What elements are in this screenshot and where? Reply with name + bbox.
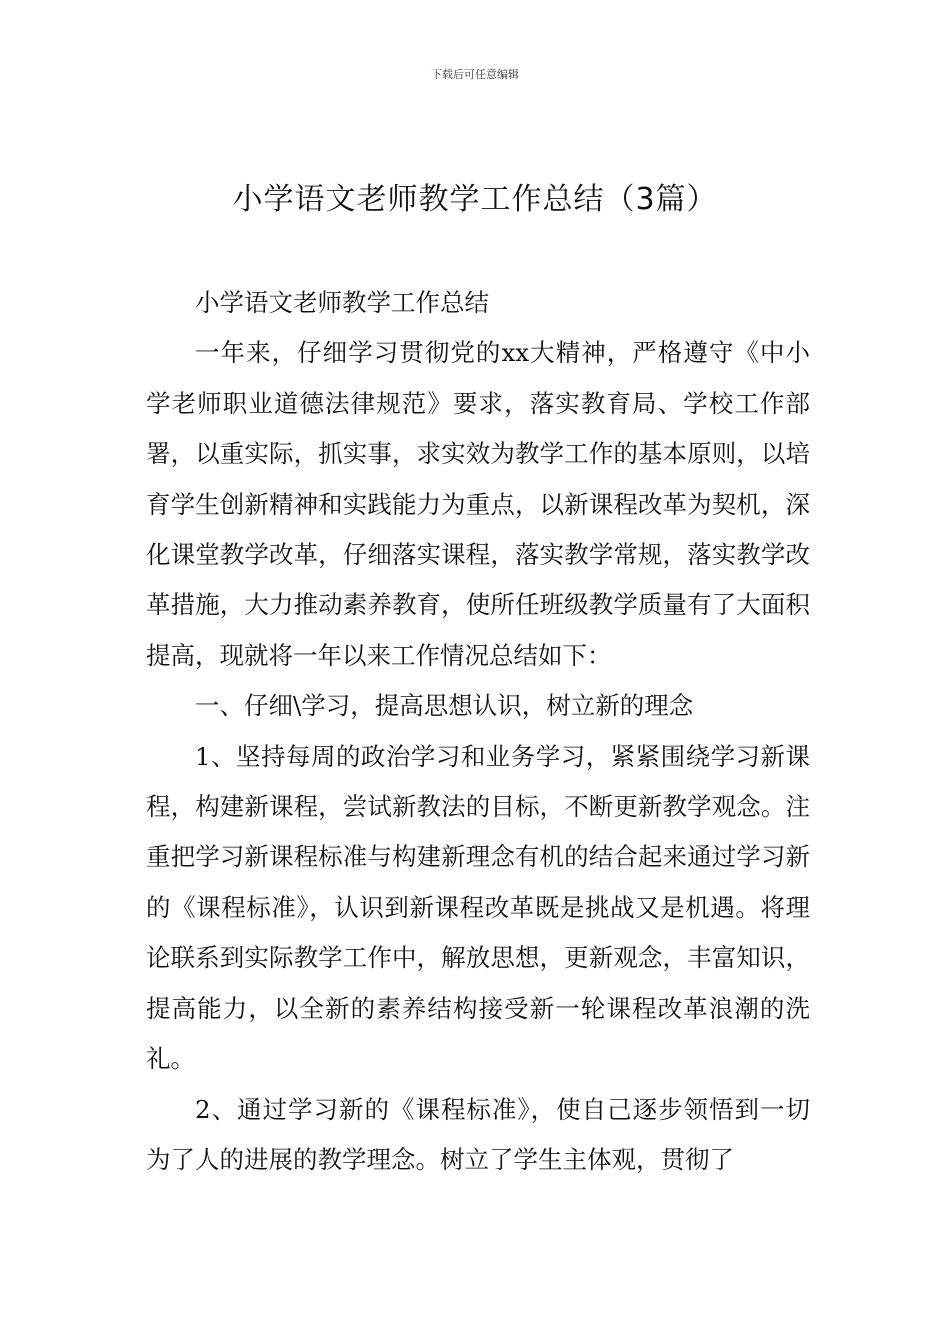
section-subtitle: 小学语文老师教学工作总结 [195, 288, 489, 317]
document-title: 小学语文老师教学工作总结（3篇） [232, 182, 718, 217]
header-note: 下载后可任意编辑 [431, 68, 519, 81]
paragraph-item-2: 2、通过学习新的《课程标准》，使自己逐步领悟到一切为了人的进展的教学理念。树立了学生主体观，贯彻了 [146, 1094, 810, 1174]
document-body [146, 278, 810, 1185]
section-heading-1: 一、仔细\学习，提高思想认识，树立新的理念 [195, 691, 694, 721]
paragraph-item-1: 1、坚持每周的政治学习和业务学习，紧紧围绕学习新课程，构建新课程，尝试新教法的目标，不断更新教学观念。注重把学习新课程标准与构建新理念有机的结合起来通过学习新的《课程标准》，认识到新课程改革既是挑战又是机遇。将理论联系到实际教学工作中，解放思想，更新观念，丰富知识，提高能力，以全新的素养结构接受新一轮课程改革浪潮的洗礼。 [146, 741, 810, 1074]
paragraph-intro: 一年来，仔细学习贯彻党的xx大精神，严格遵守《中小学老师职业道德法律规范》要求，落实教育局、学校工作部署，以重实际，抓实事，求实效为教学工作的基本原则，以培育学生创新精神和实践能力为重点，以新课程改革为契机，深化课堂教学改革，仔细落实课程，落实教学常规，落实教学改革措施，大力推动素养教育，使所任班级教学质量有了大面积提高，现就将一年以来工作情况总结如下： [146, 338, 810, 670]
